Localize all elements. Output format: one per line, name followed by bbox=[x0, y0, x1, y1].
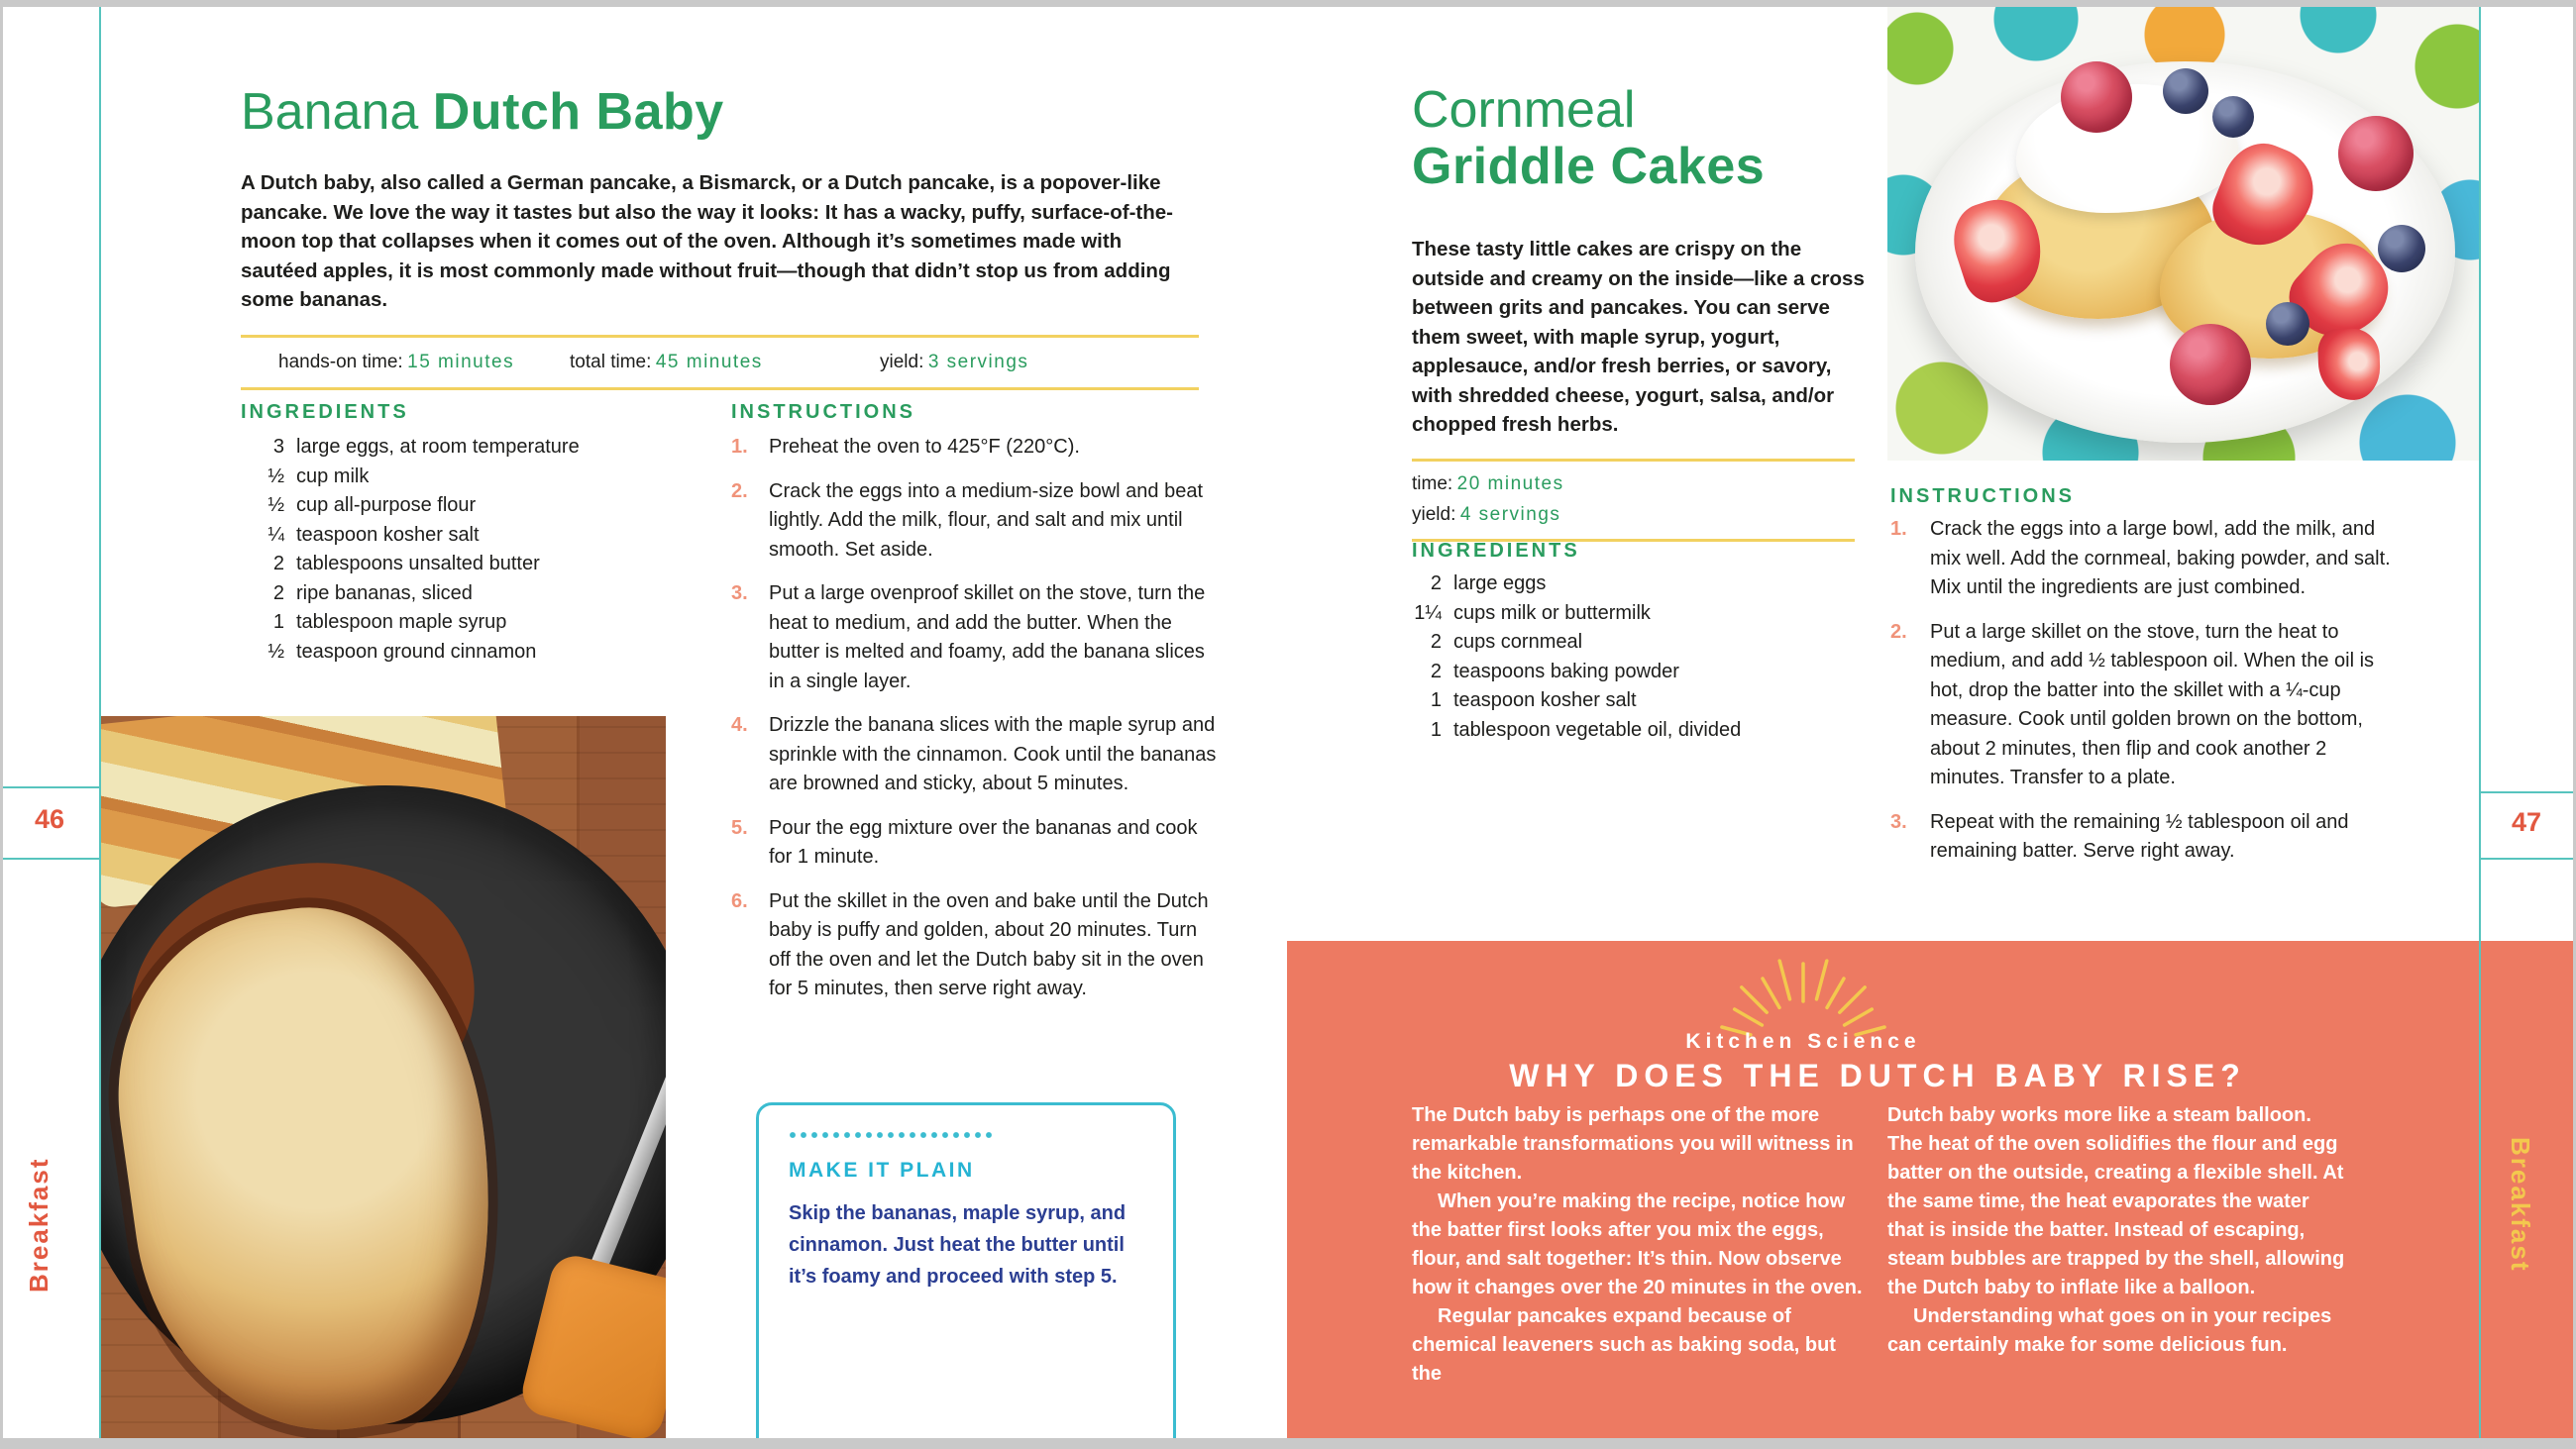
ingredient-row: ¼ teaspoon kosher salt bbox=[268, 523, 480, 546]
ingredient-row: 2 tablespoons unsalted butter bbox=[272, 553, 540, 574]
instruction-step: 2. Put a large skillet on the stove, turn the heat to medium, and add ½ tablespoon oil. When the oil is hot, drop the batter into the skillet with a ¼-cup measure. Cook until golden brown on the bottom, about 2 minutes, then flip and cook another 2 minutes. Transfer to a plate. bbox=[1890, 620, 2375, 788]
ingredient-row: 2 ripe bananas, sliced bbox=[272, 581, 473, 604]
meta-yield-right: yield: 4 servings bbox=[1412, 504, 1561, 525]
left-page-margin-rule bbox=[99, 7, 101, 1438]
meta-yield: yield: 3 servings bbox=[880, 352, 1029, 372]
science-box-title: WHY DOES THE DUTCH BABY RISE? bbox=[1509, 1058, 2246, 1093]
cornmeal-griddle-cakes-photo bbox=[1887, 7, 2479, 461]
raspberry bbox=[2338, 116, 2414, 191]
recipe-meta-band-left bbox=[241, 335, 1199, 390]
instructions-list-left bbox=[731, 433, 1219, 1019]
instructions-list-right bbox=[1890, 515, 2401, 881]
science-paragraph: When you’re making the recipe, notice how the batter first looks after you mix the eggs, flour, and salt together: It’s thin. Now observe how it changes over the 20 minutes in the oven. bbox=[1412, 1190, 1863, 1298]
science-paragraph: Understanding what goes on in your recipes can certainly make for some delicious fun. bbox=[1887, 1305, 2332, 1356]
ingredient-row: 1 tablespoon vegetable oil, divided bbox=[1430, 718, 1742, 741]
right-margin-top-rule bbox=[2481, 791, 2576, 793]
left-margin-top-rule bbox=[0, 786, 99, 788]
ingredient-row: ½ teaspoon ground cinnamon bbox=[268, 640, 537, 663]
ingredients-list-left bbox=[241, 433, 667, 667]
page-edge-bottom bbox=[0, 1438, 2576, 1449]
blueberry bbox=[2266, 302, 2309, 346]
instruction-step: 5. Pour the egg mixture over the bananas and cook for 1 minute. bbox=[731, 816, 1198, 868]
science-paragraph: Dutch baby works more like a steam balloon. The heat of the oven solidifies the flour and egg batter on the outside, creating a flexible shell. At the same time, the heat evaporates the water that is inside the batter. Instead of escaping, steam bubbles are trapped by the shell, allowing the Dutch baby to inflate like a balloon. bbox=[1887, 1104, 2345, 1298]
instruction-step: 3. Repeat with the remaining ½ tablespoon oil and remaining batter. Serve right away. bbox=[1890, 810, 2349, 862]
instruction-step: 3. Put a large ovenproof skillet on the stove, turn the heat to medium, and add the butter. When the butter is melted and foamy, add the banana slices in a single layer. bbox=[731, 582, 1206, 692]
recipe-meta-band-right bbox=[1412, 459, 1855, 542]
blueberry bbox=[2163, 68, 2208, 114]
ingredient-row: 2 teaspoons baking powder bbox=[1430, 660, 1679, 682]
science-box-column-2 bbox=[1887, 1101, 2345, 1360]
instruction-step: 1. Crack the eggs into a large bowl, add the milk, and mix well. Add the cornmeal, baking powder, and salt. Mix until the ingredients are just combined. bbox=[1890, 518, 2391, 598]
recipe-title-left-regular: Banana bbox=[241, 83, 419, 141]
recipe-intro-left: A Dutch baby, also called a German pancake, a Bismarck, or a Dutch pancake, is a popover-like pancake. We love the way it tastes but also the way it looks: It has a wacky, puffy, surface-of-the-moon top that collapses when it comes out of the oven. Although it’s sometimes made with sautéed apples, it is most commonly made without fruit—though that didn’t stop us from adding some bananas. bbox=[241, 171, 1173, 311]
recipe-title-left-bold: Dutch Baby bbox=[432, 83, 724, 141]
recipe-intro-right: These tasty little cakes are crispy on the outside and creamy on the inside—like a cross between grits and pancakes. You can serve them sweet, with maple syrup, yogurt, applesauce, and/or fresh berries, or savory, with shredded cheese, yogurt, salsa, and/or chopped fresh herbs. bbox=[1412, 238, 1865, 436]
chapter-tab-right: Breakfast bbox=[2506, 1137, 2535, 1273]
instruction-step: 2. Crack the eggs into a medium-size bowl and beat lightly. Add the milk, flour, and salt and mix until smooth. Set aside. bbox=[731, 479, 1204, 561]
ingredient-row: 1¼ cups milk or buttermilk bbox=[1414, 601, 1651, 624]
dotted-divider-icon bbox=[789, 1131, 993, 1139]
recipe-title-right bbox=[1412, 82, 1765, 195]
tip-box-title: MAKE IT PLAIN bbox=[789, 1159, 975, 1182]
ingredient-row: 2 large eggs bbox=[1430, 572, 1547, 594]
recipe-title-left bbox=[241, 84, 724, 141]
instruction-step: 1. Preheat the oven to 425°F (220°C). bbox=[731, 436, 1080, 458]
ingredient-row: 2 cups cornmeal bbox=[1430, 631, 1583, 653]
science-box-kicker: Kitchen Science bbox=[1685, 1030, 1921, 1053]
ingredient-row: 3 large eggs, at room temperature bbox=[272, 436, 580, 458]
blueberry bbox=[2378, 225, 2425, 272]
ingredient-row: ½ cup milk bbox=[268, 465, 370, 487]
recipe-title-right-regular: Cornmeal bbox=[1412, 81, 1636, 139]
instruction-step: 6. Put the skillet in the oven and bake until the Dutch baby is puffy and golden, about 20 minutes. Turn off the oven and let the Dutch baby sit in the oven for 5 minutes, then serve right away. bbox=[731, 889, 1209, 999]
science-paragraph: The Dutch baby is perhaps one of the more remarkable transformations you will witness in the kitchen. bbox=[1412, 1104, 1854, 1184]
raspberry bbox=[2061, 61, 2132, 133]
tip-box-body: Skip the bananas, maple syrup, and cinnamon. Just heat the butter until it’s foamy and proceed with step 5. bbox=[789, 1202, 1127, 1288]
instructions-heading-left: INSTRUCTIONS bbox=[731, 401, 915, 423]
ingredients-list-right bbox=[1412, 569, 1868, 745]
ingredient-row: ½ cup all-purpose flour bbox=[268, 494, 477, 516]
ingredients-heading-right: INGREDIENTS bbox=[1412, 540, 1580, 562]
chapter-tab-left: Breakfast bbox=[24, 1157, 54, 1293]
ingredient-row: 1 tablespoon maple syrup bbox=[272, 611, 507, 633]
page-number-left: 46 bbox=[34, 804, 65, 834]
make-it-plain-tip-box bbox=[756, 1102, 1176, 1449]
science-box-column-1 bbox=[1412, 1101, 1866, 1389]
page-number-right: 47 bbox=[2511, 807, 2542, 837]
ingredients-heading-left: INGREDIENTS bbox=[241, 401, 409, 423]
ingredient-row: 1 teaspoon kosher salt bbox=[1430, 689, 1637, 711]
meta-total-time: total time: 45 minutes bbox=[570, 352, 763, 372]
raspberry bbox=[2170, 324, 2251, 405]
page-edge-left bbox=[0, 0, 3, 1449]
meta-hands-on-time: hands-on time: 15 minutes bbox=[278, 352, 515, 372]
blueberry bbox=[2212, 96, 2254, 138]
page-edge-top bbox=[0, 0, 2576, 7]
meta-time: time: 20 minutes bbox=[1412, 473, 1564, 494]
recipe-title-right-bold: Griddle Cakes bbox=[1412, 138, 1766, 195]
left-margin-bottom-rule bbox=[0, 858, 99, 860]
instructions-heading-right: INSTRUCTIONS bbox=[1890, 485, 2075, 507]
banana-dutch-baby-photo bbox=[101, 716, 666, 1449]
right-margin-bottom-rule bbox=[2481, 858, 2576, 860]
science-paragraph: Regular pancakes expand because of chemical leaveners such as baking soda, but the bbox=[1412, 1305, 1836, 1385]
instruction-step: 4. Drizzle the banana slices with the maple syrup and sprinkle with the cinnamon. Cook until the bananas are browned and sticky, about 5 minutes. bbox=[731, 714, 1217, 794]
right-page-margin-rule bbox=[2479, 7, 2481, 1438]
